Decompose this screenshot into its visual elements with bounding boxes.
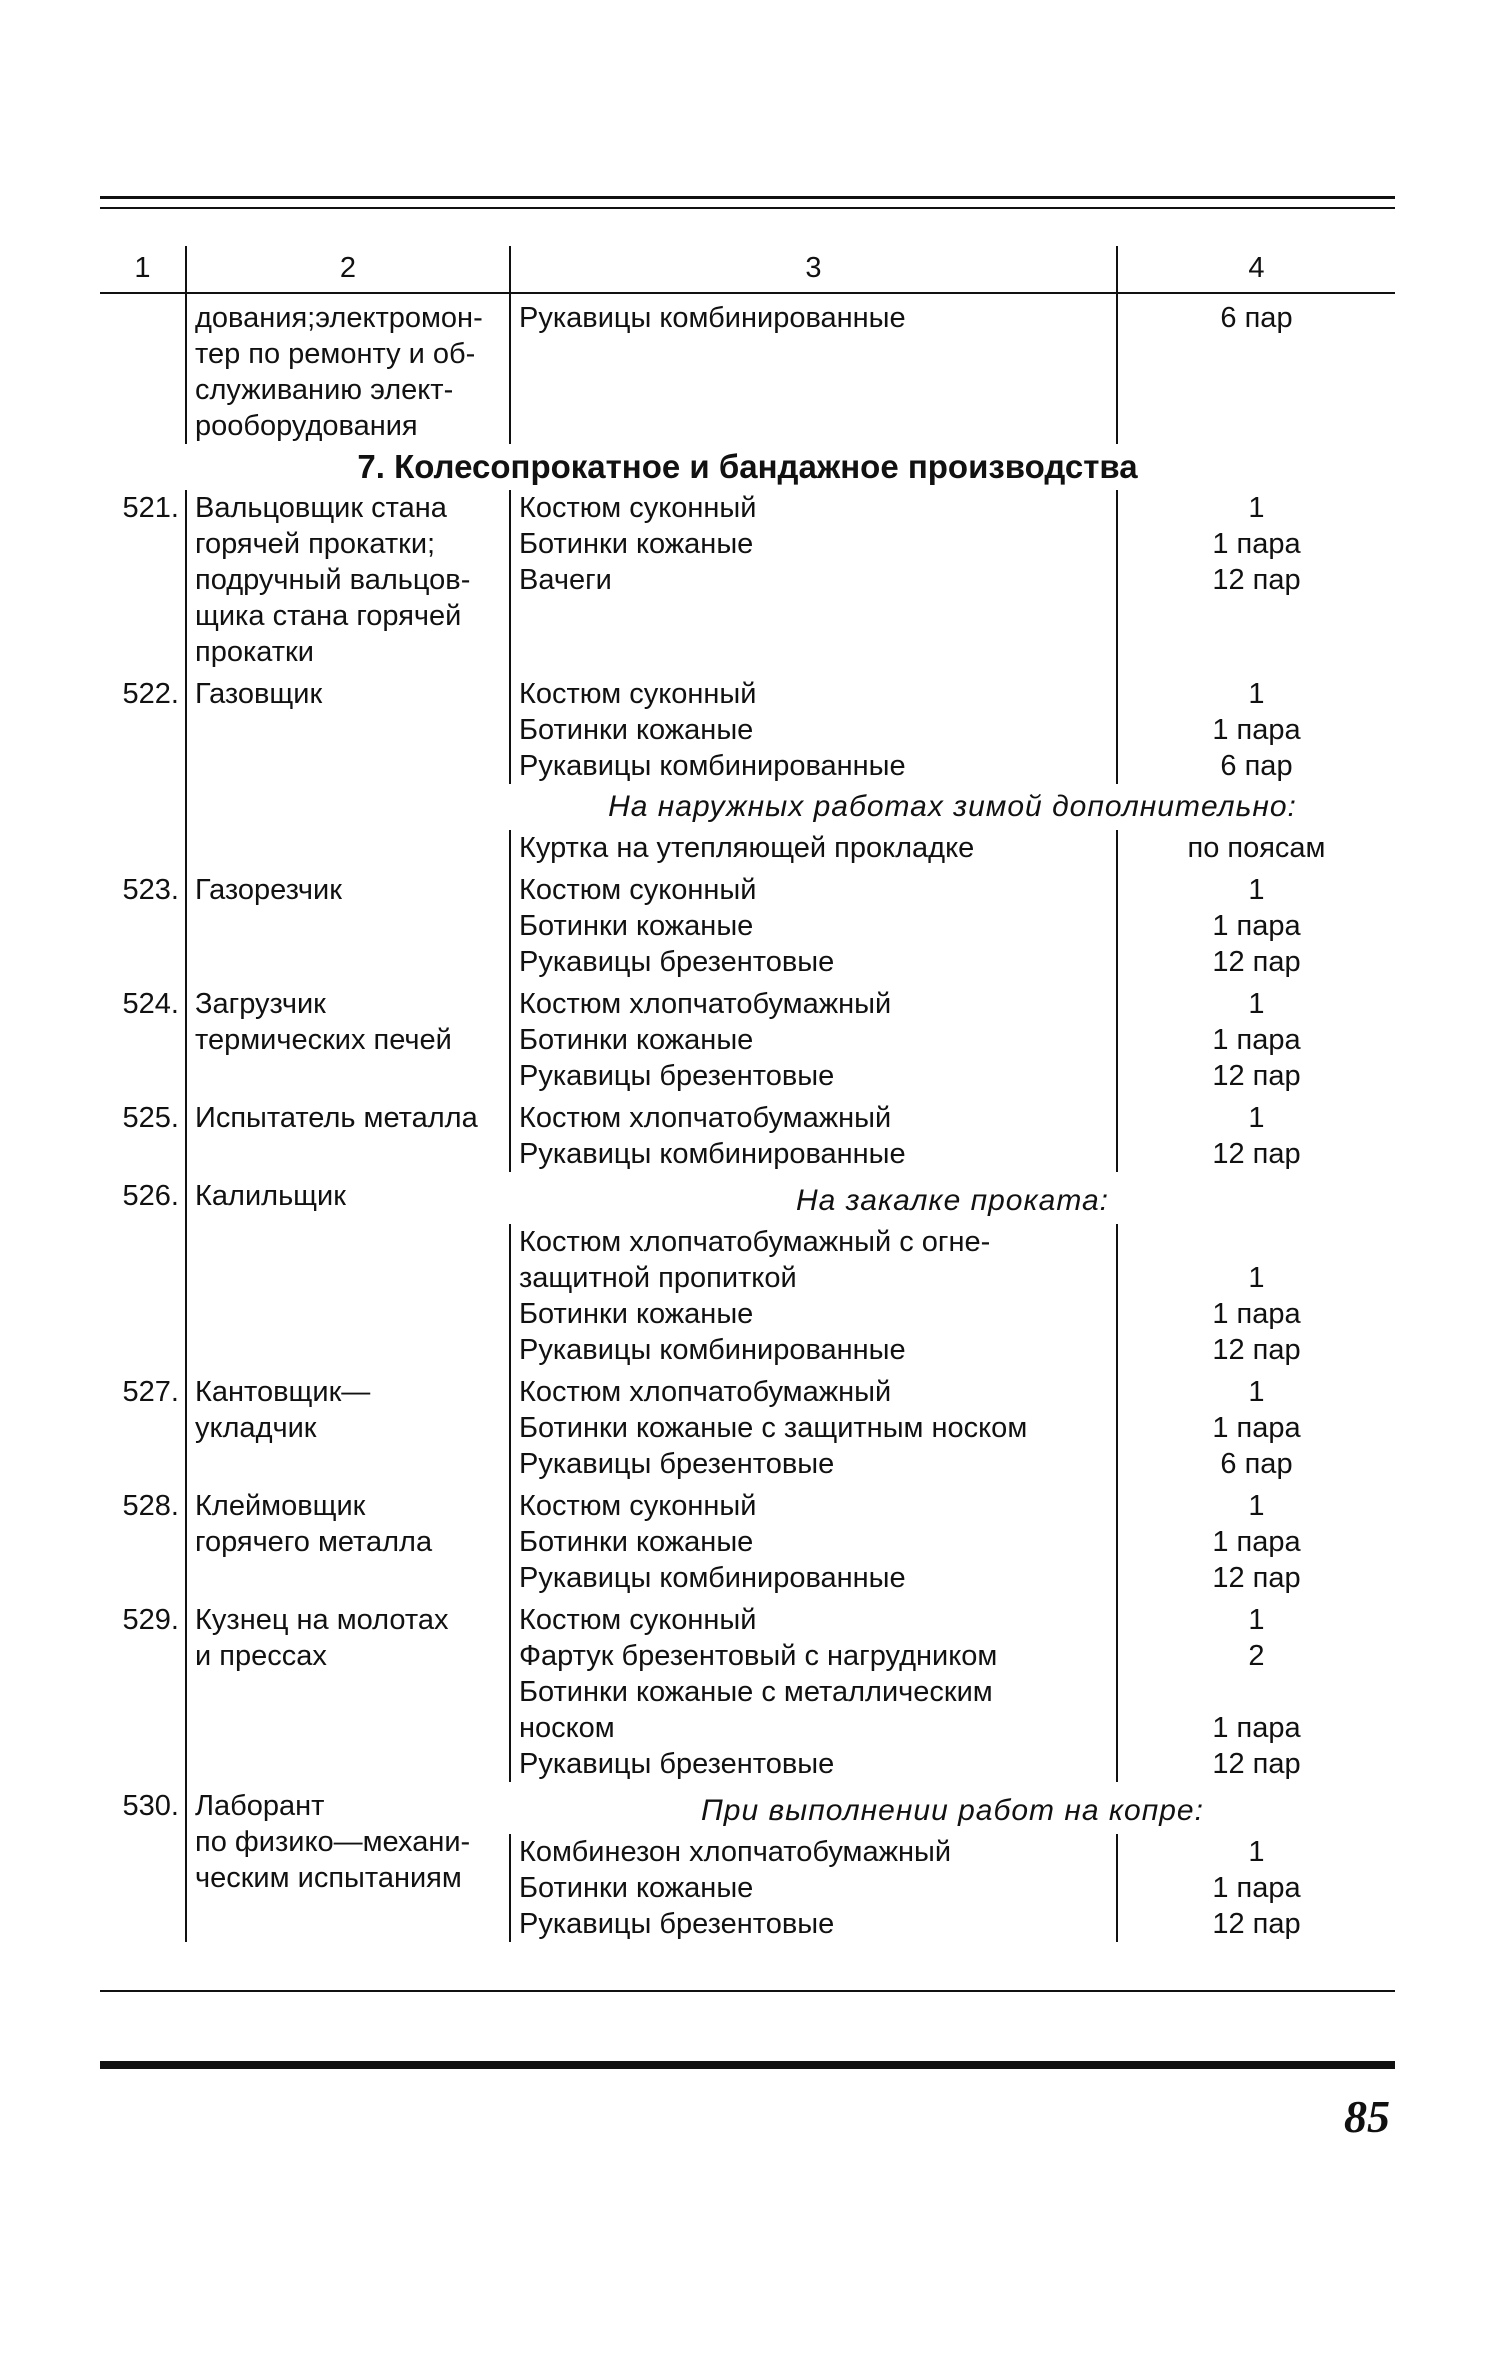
profession-cell: Газовщик — [186, 670, 510, 784]
table-bottom-rule — [100, 1990, 1395, 1992]
table-row — [100, 293, 1395, 444]
profession-cell: Клеймовщик горячего металла — [186, 1482, 510, 1596]
subheading-row — [100, 784, 1395, 830]
item-cell: Костюм хлопчатобумажный Ботинки кожаные с защитным носком Рукавицы брезентовые — [510, 1368, 1117, 1482]
row-number: 525. — [122, 1102, 179, 1134]
row-number: 530. — [122, 1790, 179, 1822]
profession-cell: Вальцовщик стана горячей прокатки; подручный вальцов- щика стана горячей прокатки — [186, 490, 510, 670]
row-number: 527. — [122, 1376, 179, 1408]
subheading: На закалке проката: — [796, 1184, 1109, 1217]
qty-cell: 1 2 1 пара 12 пар — [1117, 1596, 1395, 1782]
qty-cell: 1 1 пара 12 пар — [1117, 490, 1395, 670]
item-cell: Костюм суконный Ботинки кожаные Рукавицы комбинированные — [510, 670, 1117, 784]
qty-cell: 1 1 пара 6 пар — [1117, 1368, 1395, 1482]
item-cell: Куртка на утепляющей прокладке — [510, 830, 1117, 866]
qty-cell: 1 1 пара 12 пар — [1117, 866, 1395, 980]
table-row — [100, 1368, 1395, 1482]
qty-cell: 6 пар — [1117, 293, 1395, 444]
section-heading-row — [100, 444, 1395, 490]
table-row — [100, 1782, 1395, 1834]
footer-rule — [100, 2061, 1395, 2069]
profession-cell: Лаборант по физико—механи- ческим испытаниям — [186, 1782, 510, 1942]
item-cell: Костюм суконный Ботинки кожаные Вачеги — [510, 490, 1117, 670]
table-row — [100, 980, 1395, 1094]
row-number: 523. — [122, 874, 179, 906]
table-row — [100, 866, 1395, 980]
item-cell: Костюм хлопчатобумажный Рукавицы комбинированные — [510, 1094, 1117, 1172]
protective-clothing-table — [100, 246, 1395, 1942]
top-rule-thin — [100, 207, 1395, 209]
table-row — [100, 1172, 1395, 1224]
qty-cell: по поясам — [1117, 830, 1395, 866]
row-number: 521. — [122, 492, 179, 524]
item-cell: Комбинезон хлопчатобумажный Ботинки кожаные Рукавицы брезентовые — [510, 1834, 1117, 1942]
table-row — [100, 490, 1395, 670]
qty-cell: 1 1 пара 12 пар — [1117, 980, 1395, 1094]
profession-cell: Калильщик — [186, 1172, 510, 1224]
header-col-3: 3 — [510, 246, 1117, 293]
row-number: 526. — [122, 1180, 179, 1212]
item-cell: Костюм хлопчатобумажный с огне- защитной пропиткой Ботинки кожаные Рукавицы комбинированные — [510, 1224, 1117, 1368]
table-row — [100, 1224, 1395, 1368]
table-row — [100, 1482, 1395, 1596]
item-cell: Костюм хлопчатобумажный Ботинки кожаные Рукавицы брезентовые — [510, 980, 1117, 1094]
profession-cell: Загрузчик термических печей — [186, 980, 510, 1094]
table-header-row — [100, 246, 1395, 293]
table-row — [100, 1094, 1395, 1172]
row-number: 522. — [122, 678, 179, 710]
row-number: 529. — [122, 1604, 179, 1636]
qty-cell: 1 12 пар — [1117, 1094, 1395, 1172]
table-row — [100, 670, 1395, 784]
item-cell: Рукавицы комбинированные — [510, 293, 1117, 444]
qty-cell: 1 1 пара 12 пар — [1117, 1224, 1395, 1368]
row-number: 524. — [122, 988, 179, 1020]
profession-cell: Испытатель металла — [186, 1094, 510, 1172]
item-cell: Костюм суконный Ботинки кожаные Рукавицы комбинированные — [510, 1482, 1117, 1596]
profession-cell: Кантовщик— укладчик — [186, 1368, 510, 1482]
header-col-4: 4 — [1117, 246, 1395, 293]
top-rule — [100, 196, 1395, 199]
qty-cell: 1 1 пара 6 пар — [1117, 670, 1395, 784]
section-title: 7. Колесопрокатное и бандажное производства — [357, 448, 1138, 485]
profession-cell: Кузнец на молотах и прессах — [186, 1596, 510, 1782]
table-row — [100, 830, 1395, 866]
profession-cell: дования;электромон- тер по ремонту и об- служиванию элект- рооборудования — [186, 293, 510, 444]
qty-cell: 1 1 пара 12 пар — [1117, 1834, 1395, 1942]
header-col-2: 2 — [186, 246, 510, 293]
profession-cell: Газорезчик — [186, 866, 510, 980]
item-cell: Костюм суконный Фартук брезентовый с нагрудником Ботинки кожаные с металлическим носком Рукавицы брезентовые — [510, 1596, 1117, 1782]
row-number: 528. — [122, 1490, 179, 1522]
subheading: При выполнении работ на копре: — [701, 1794, 1204, 1827]
subheading: На наружных работах зимой дополнительно: — [608, 790, 1297, 823]
table-row — [100, 1596, 1395, 1782]
qty-cell: 1 1 пара 12 пар — [1117, 1482, 1395, 1596]
page-number: 85 — [1344, 2091, 1390, 2142]
item-cell: Костюм суконный Ботинки кожаные Рукавицы брезентовые — [510, 866, 1117, 980]
header-col-1: 1 — [100, 246, 186, 293]
